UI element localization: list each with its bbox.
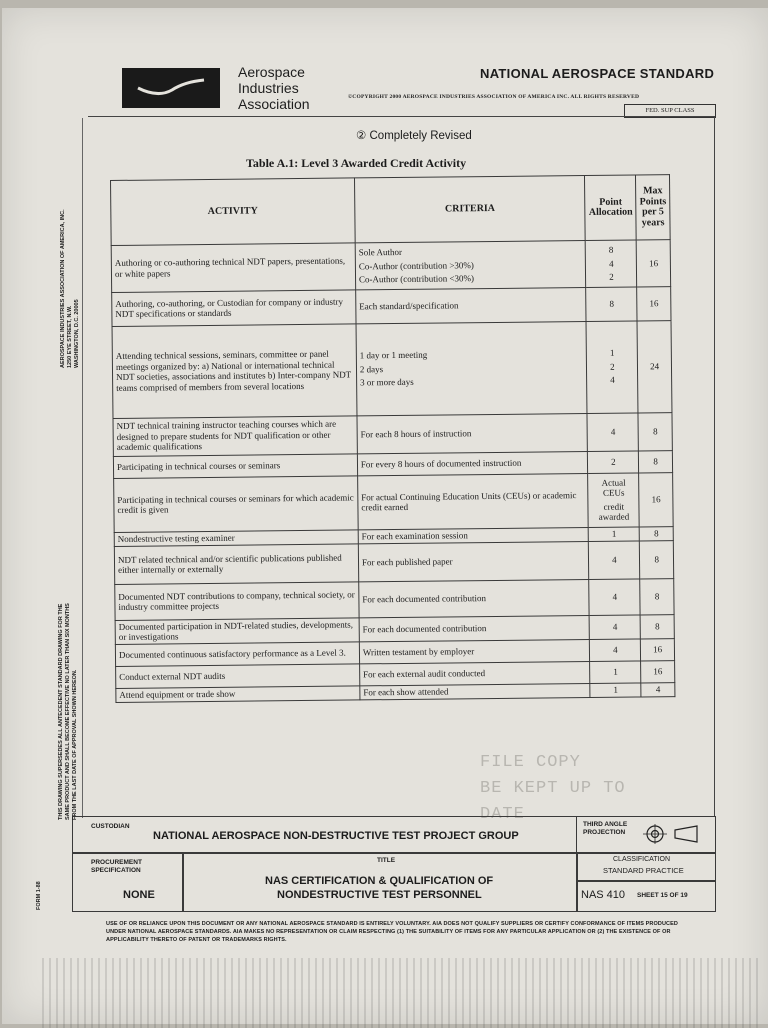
criteria-cell: Written testament by employer bbox=[359, 639, 590, 663]
criteria-cell: For each documented contribution bbox=[359, 615, 590, 641]
address-line-3: WASHINGTON, D.C. 20005 bbox=[74, 299, 80, 368]
projection-label: THIRD ANGLE PROJECTION bbox=[583, 821, 628, 836]
point-allocation-cell: 4 bbox=[589, 578, 640, 615]
criteria-cell: For each examination session bbox=[358, 527, 589, 543]
max-points-cell: 8 bbox=[640, 578, 674, 614]
table-title: Table A.1: Level 3 Awarded Credit Activity bbox=[246, 156, 467, 170]
point-allocation-cell: 8 bbox=[586, 286, 637, 321]
point-allocation-cell: 1 bbox=[590, 660, 641, 683]
sheet-number: SHEET 15 OF 19 bbox=[637, 892, 688, 899]
organization-name bbox=[238, 64, 310, 112]
third-angle-projection-icon bbox=[641, 823, 707, 845]
max-points-cell: 16 bbox=[641, 660, 675, 682]
supersede-line-1: THIS DRAWING SUPERSEDES ALL ANTECEDENT STANDARD DRAWING FOR THE bbox=[58, 603, 64, 820]
activity-cell: Authoring or co-authoring technical NDT papers, presentations, or white papers bbox=[111, 243, 355, 292]
criteria-cell: For each show attended bbox=[360, 683, 591, 699]
activity-cell: NDT related technical and/or scientific publications published either internally or externally bbox=[114, 543, 358, 584]
criteria-cell: For each published paper bbox=[358, 541, 589, 581]
scan-noise bbox=[42, 958, 762, 1028]
classification-value: STANDARD PRACTICE bbox=[603, 866, 684, 875]
criteria-cell: For each 8 hours of instruction bbox=[357, 413, 588, 453]
max-points-cell: 4 bbox=[641, 682, 675, 696]
point-allocation-cell: 2 bbox=[588, 450, 639, 473]
point-allocation-cell: 1 bbox=[589, 526, 640, 541]
procurement-block bbox=[72, 852, 184, 912]
address-line-2: 1250 EYE STREET, N.W. bbox=[67, 305, 73, 368]
stamp-line-1: FILE COPY bbox=[480, 753, 581, 772]
table-row bbox=[115, 578, 674, 620]
criteria-cell: 1 day or 1 meeting 2 days 3 or more days bbox=[356, 321, 587, 415]
max-points-cell: 16 bbox=[639, 472, 673, 526]
title-label: TITLE bbox=[377, 857, 396, 864]
procurement-label: PROCUREMENT SPECIFICATION bbox=[91, 859, 142, 874]
table-header-row bbox=[111, 175, 671, 246]
criteria-cell: For actual Continuing Education Units (CEUs) or academic credit earned bbox=[358, 473, 589, 529]
point-allocation-cell: Actual CEUs credit awarded bbox=[588, 472, 639, 527]
table-row bbox=[113, 412, 672, 456]
header-max-points: Max Points per 5 years bbox=[636, 175, 670, 240]
point-allocation-cell: 1 bbox=[590, 682, 641, 697]
supersede-line-2: SAME PRODUCT AND SHALL BECOME EFFECTIVE NO LATER THAN SIX MONTHS bbox=[65, 603, 71, 820]
point-allocation-cell: 4 bbox=[590, 638, 641, 661]
activity-cell: Attend equipment or trade show bbox=[116, 685, 360, 702]
aia-wing-icon bbox=[122, 68, 220, 108]
criteria-cell: For each external audit conducted bbox=[359, 661, 590, 685]
activity-cell: Conduct external NDT audits bbox=[116, 663, 360, 688]
header-criteria: CRITERIA bbox=[354, 176, 585, 243]
point-allocation-cell: 4 bbox=[590, 614, 641, 639]
max-points-cell: 16 bbox=[641, 638, 675, 660]
supersede-side-text bbox=[58, 603, 79, 820]
max-points-cell: 8 bbox=[639, 450, 673, 472]
classification-block bbox=[576, 852, 716, 882]
point-allocation-cell: 4 bbox=[587, 412, 638, 451]
fed-sup-class-box: FED. SUP CLASS bbox=[624, 104, 716, 118]
form-number: FORM 1-88 bbox=[36, 881, 42, 910]
title-block bbox=[182, 852, 578, 912]
activity-cell: Participating in technical courses or seminars for which academic credit is given bbox=[114, 475, 358, 532]
max-points-cell: 8 bbox=[640, 526, 674, 540]
revision-note: ② Completely Revised bbox=[356, 130, 472, 142]
custodian-name: NATIONAL AEROSPACE NON-DESTRUCTIVE TEST PROJECT GROUP bbox=[153, 830, 519, 842]
table-row bbox=[111, 240, 670, 292]
file-copy-stamp bbox=[480, 750, 666, 824]
max-points-cell: 16 bbox=[637, 240, 671, 287]
table-row bbox=[114, 540, 673, 584]
max-points-cell: 16 bbox=[637, 286, 671, 320]
custodian-label: CUSTODIAN bbox=[91, 823, 130, 830]
activity-cell: Documented NDT contributions to company, technical society, or industry committee projects bbox=[115, 581, 359, 620]
credit-activity-table bbox=[110, 174, 675, 702]
point-allocation-cell: 4 bbox=[589, 540, 640, 579]
org-line-3: Association bbox=[238, 96, 310, 112]
org-line-1: Aerospace bbox=[238, 64, 305, 80]
copyright-line: ©COPYRIGHT 2000 AEROSPACE INDUSTRIES ASSOCIATION OF AMERICA INC. ALL RIGHTS RESERVED bbox=[348, 94, 640, 100]
doc-number-block bbox=[576, 880, 716, 912]
activity-cell: Participating in technical courses or seminars bbox=[113, 453, 357, 478]
point-allocation-cell: 8 4 2 bbox=[586, 240, 637, 287]
address-line-1: AEROSPACE INDUSTRIES ASSOCIATION OF AMERICA, INC. bbox=[60, 209, 66, 368]
activity-cell: Authoring, co-authoring, or Custodian for company or industry NDT specifications or standards bbox=[112, 289, 356, 326]
activity-cell: Nondestructive testing examiner bbox=[114, 529, 358, 546]
activity-cell: Documented participation in NDT-related studies, developments, or investigations bbox=[115, 617, 359, 644]
header-activity: ACTIVITY bbox=[111, 178, 356, 246]
doc-number: NAS 410 bbox=[581, 889, 626, 901]
address-side-text bbox=[60, 209, 81, 368]
standard-title: NATIONAL AEROSPACE STANDARD bbox=[480, 66, 715, 81]
header-point-allocation: Point Allocation bbox=[585, 175, 637, 241]
stamp-line-2: BE KEPT UP TO DATE bbox=[480, 779, 626, 824]
table-row bbox=[112, 286, 671, 326]
max-points-cell: 8 bbox=[640, 540, 674, 578]
criteria-cell: Sole Author Co-Author (contribution >30%) Co-Author (contribution <30%) bbox=[355, 241, 586, 290]
max-points-cell: 24 bbox=[637, 320, 672, 412]
criteria-cell: For each documented contribution bbox=[359, 579, 590, 617]
disclaimer-text: USE OF OR RELIANCE UPON THIS DOCUMENT OR ANY NATIONAL AEROSPACE STANDARD IS ENTIRELY VOLUNTARY. AIA DOES NOT QUALIFY SUPPLIERS OR CERTIFY CONFORMANCE OF ITEMS PRODUCED UNDER NATIONAL AEROSPACE STANDARDS. AIA MAKES NO REPRESENTATION OR CLAIM RESPECTING (1) THE SUITABILITY OF ITEMS FOR ANY PARTICULAR APPLICATION OR (2) THE EXISTENCE OF OR APPLICABILITY THERETO OF PATENT OR TRADEMARKS RIGHTS. bbox=[106, 921, 678, 943]
criteria-cell: Each standard/specification bbox=[356, 287, 587, 323]
frame-left-rule bbox=[82, 118, 83, 818]
point-allocation-cell: 1 2 4 bbox=[586, 320, 638, 413]
aia-logo bbox=[122, 68, 220, 108]
max-points-cell: 8 bbox=[640, 614, 674, 638]
title-line-2: NONDESTRUCTIVE TEST PERSONNEL bbox=[277, 889, 482, 901]
classification-label: CLASSIFICATION bbox=[613, 856, 671, 863]
procurement-value: NONE bbox=[123, 889, 155, 901]
activity-cell: Documented continuous satisfactory performance as a Level 3. bbox=[115, 641, 359, 666]
criteria-cell: For every 8 hours of documented instruction bbox=[357, 451, 588, 475]
table-row bbox=[114, 472, 674, 532]
title-line-1: NAS CERTIFICATION & QUALIFICATION OF bbox=[265, 875, 494, 887]
projection-block bbox=[576, 816, 716, 854]
activity-cell: NDT technical training instructor teaching courses which are designed to prepare students for NDT qualification or other academic qualifications bbox=[113, 415, 357, 456]
org-line-2: Industries bbox=[238, 80, 299, 96]
max-points-cell: 8 bbox=[638, 412, 672, 450]
activity-cell: Attending technical sessions, seminars, committee or panel meetings organized by: a) National or international technical NDT societies, associations and institutes b) Inter-company NDT teams comprised of members from several locations bbox=[112, 323, 357, 418]
document-sheet bbox=[2, 8, 768, 1024]
supersede-line-3: FROM THE LAST DATE OF APPROVAL SHOWN HEREON. bbox=[72, 669, 78, 820]
table-row bbox=[112, 320, 672, 418]
